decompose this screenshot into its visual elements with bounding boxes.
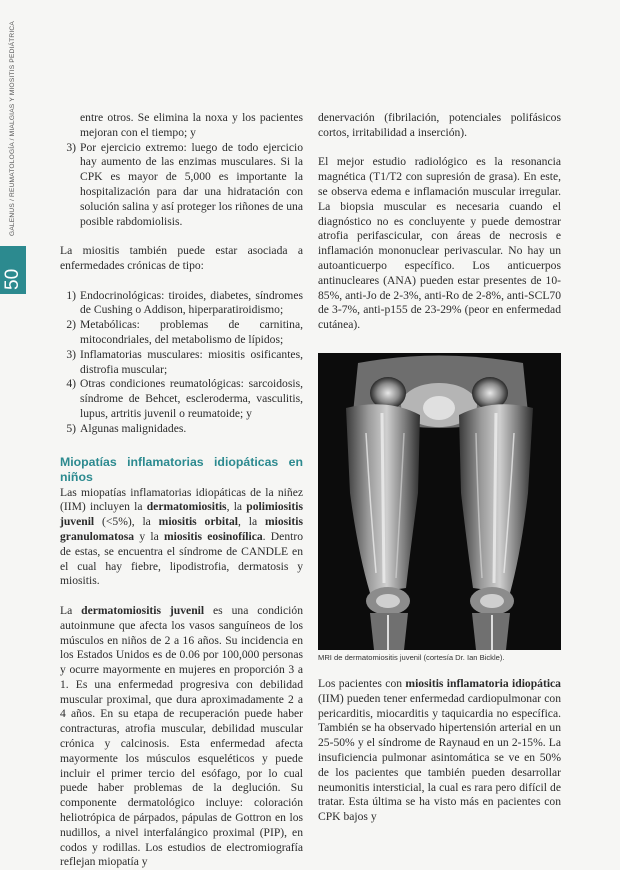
list-item [60,111,303,141]
paragraph-cardiopulmonary: Los pacientes con miositis inflamatoria idiopática (IIM) pueden tener enfermedad cardiopulmonar con pericarditis, miocarditis y taquicardia no específica. También se ha observado hipertensión arterial en un 25-50% y el síndrome de Raynaud en un 2-15%. La insuficiencia pulmonar asintomática se ve en 50% de los pacientes que también pueden desarrollar neumonitis intersticial, la cual es rara pero difícil de tratar. Esta última se ha visto más en pacientes con CPK bajos y [318,676,561,824]
list-text: Endocrinológicas: tiroides, diabetes, síndromes de Cushing o Addison, hiperparatiroidismo; [80,288,303,317]
list-text: Por ejercicio extremo: luego de todo ejercicio hay aumento de las enzimas musculares. Si la CPK es mayor de 5,000 es importante la hospitalización para dar una hidratación con solución salina y así proteger los riñones de una posible rabdomiolisis. [80,140,303,228]
list-item [60,289,303,319]
list-item [60,377,303,421]
running-header: GALENUS / REUMATOLOGÍA / MIALGIAS Y MIOSITIS PEDIÁTRICA [9,21,16,236]
list-number: 1) [66,288,76,302]
list-number: 4) [66,377,76,391]
paragraph-denervation: denervación (fibrilación, potenciales polifásicos cortos, irritabilidad a inserción). [318,111,561,139]
page-number-box [0,246,26,294]
list-number: 3) [66,140,76,154]
section-heading: Miopatías inflamatorias idiopáticas en niños [60,454,303,484]
list-text: Metabólicas: problemas de carnitina, mitocondriales, del metabolismo de lípidos; [80,318,303,346]
list-item [60,348,303,378]
paragraph-iim: Las miopatías inflamatorias idiopáticas de la niñez (IIM) incluyen la dermatomiositis, la polimiositis juvenil (<5%), la miositis orbital, la miositis granulomatosa y la miositis eosinofílica. Dentro de estas, se encuentra el síndrome de CANDLE en el cual hay fiebre, lipodistrofia, dermatosis y miositis. [60,485,304,588]
list-text: Otras condiciones reumatológicas: sarcoidosis, síndrome de Behcet, escleroderma, vasculitis, lupus, artritis juvenil o reumatoide; y [80,377,303,420]
list-number: 3) [66,347,76,361]
list-text: Inflamatorias musculares: miositis osificantes, distrofia muscular; [80,347,303,376]
paragraph-dermatomyositis: La dermatomiositis juvenil es una condición autoinmune que afecta los vasos sanguíneos de los músculos en niños de 2 a 16 años. Su incidencia en los Estados Unidos es de 0.06 por 100,000 personas y ocurre mayormente en mujeres en proporción 3 a 1. Es una enfermedad progresiva con debilidad muscular proximal, que dura aproximadamente 2 a 4 años. En su etapa de recuperación puede haber contracturas, atrofia muscular, debilidad muscular crónica y calcinosis. Esta enfermedad afecta mayormente los músculos esqueléticos y puede incluir el primer tercio del esófago, por lo cual puede haber problemas de la deglución. Su componente dermatológico incluye: coloración heliotrópica de párpados, pápulas de Gottron en los nudillos, a nivel interfalángico proximal (PIP), en codos y rodillas. Los estudios de electromiografía reflejan miopatía y [60,603,303,869]
page-number: 50 [2,268,23,290]
list-item [60,422,303,437]
paragraph-intro: La miositis también puede estar asociada a enfermedades crónicas de tipo: [60,244,303,272]
right-column [318,111,561,825]
list-item [60,318,303,348]
left-column [60,111,303,870]
figure-caption: MRI de dermatomiositis juvenil (cortesía Dr. Ian Bickle). [318,652,505,662]
sidebar [0,0,30,802]
list-number [60,111,80,141]
paragraph-mri: El mejor estudio radiológico es la resonancia magnética (T1/T2 con supresión de grasa). En este, se observa edema e inflamación muscular irregular. La biopsia muscular es necesaria cuando el diagnóstico no es concluyente y puede demostrar atrofia perifascicular, con áreas de necrosis e inflamación mononuclear perivascular. No hay un autoanticuerpo específico. Los anticuerpos antinucleares (ANA) pueden estar presentes de 10-85%, anti-Jo de 2-3%, anti-Ro de 2-8%, anti-SCL70 de 3-7%, anti-p155 de 23-29% (peor en enfermedad cutánea). [318,155,561,332]
list-number: 2) [66,318,76,332]
list-text: Algunas malignidades. [80,421,187,435]
list-number: 5) [66,421,76,435]
list-text: entre otros. Se elimina la noxa y los pacientes mejoran con el tiempo; y [80,111,303,139]
mri-image [318,353,561,650]
list-item [60,141,303,230]
